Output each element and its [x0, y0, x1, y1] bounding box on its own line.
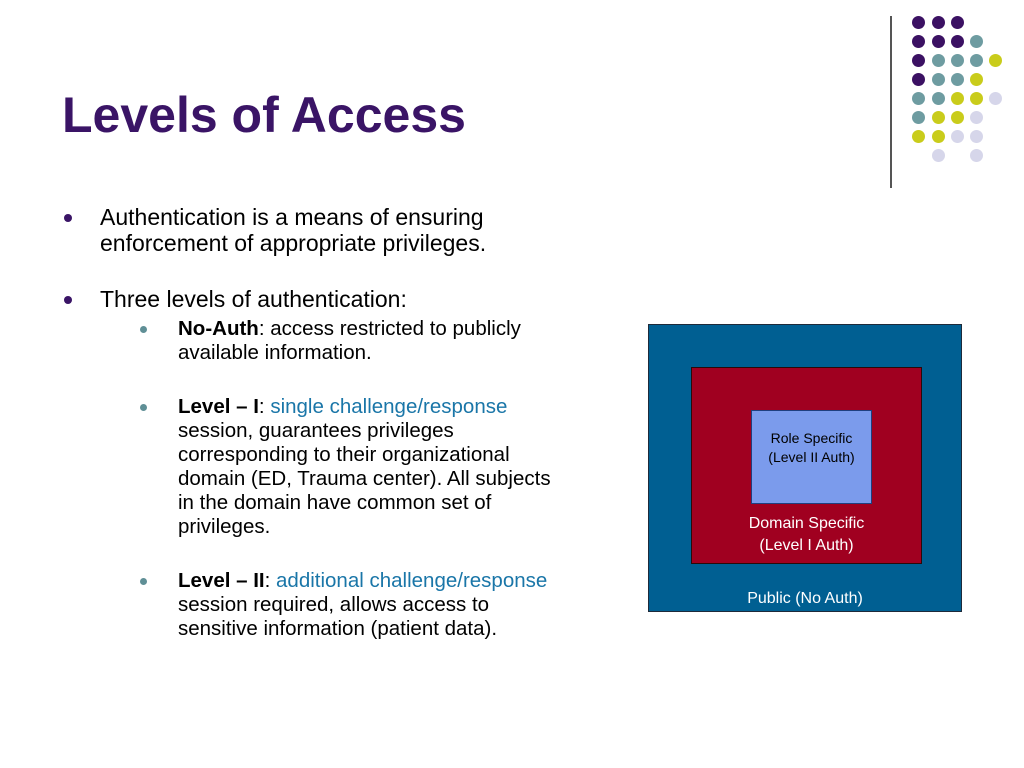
- bullet-text-line: Three levels of authentication:: [100, 286, 407, 312]
- highlighted-phrase: single challenge/response: [270, 395, 508, 418]
- decorative-dot: [912, 111, 925, 124]
- decorative-dot: [951, 54, 964, 67]
- decorative-dot: [970, 73, 983, 86]
- decorative-dot: [951, 92, 964, 105]
- sub-bullet-level-2: [100, 569, 622, 641]
- decorative-dot: [989, 92, 1002, 105]
- sub-bullet-text-line: domain (ED, Trauma center). All subjects: [178, 467, 551, 490]
- sub-bullet-text-line: session required, allows access to: [178, 593, 490, 616]
- domain-specific-label-group: [692, 513, 921, 557]
- decorative-dot: [989, 54, 1002, 67]
- sub-bullet-text-line: privileges.: [178, 515, 271, 538]
- role-specific-label: Role Specific: [770, 430, 853, 446]
- colon-separator: :: [264, 569, 277, 592]
- sub-bullet-level-1: [100, 395, 622, 539]
- sub-bullet-text-line: available information.: [178, 341, 372, 364]
- decorative-dot: [912, 130, 925, 143]
- decorative-dot: [932, 130, 945, 143]
- decorative-dot: [970, 35, 983, 48]
- decorative-dot: [951, 35, 964, 48]
- public-access-box: [648, 324, 962, 612]
- public-access-label: Public (No Auth): [747, 590, 863, 607]
- decorative-dot: [951, 111, 964, 124]
- decorative-dot: [912, 73, 925, 86]
- sub-bullet-text-line: sensitive information (patient data).: [178, 617, 498, 640]
- bullet-text-line: enforcement of appropriate privileges.: [100, 230, 487, 256]
- decorative-dot: [932, 92, 945, 105]
- decorative-dot: [970, 111, 983, 124]
- decorative-dot: [912, 92, 925, 105]
- sub-bullet-first-line: [178, 317, 622, 341]
- decorative-dot: [932, 35, 945, 48]
- sub-bullet-text-line: session, guarantees privileges: [178, 419, 454, 442]
- domain-specific-sublabel: (Level I Auth): [759, 537, 854, 554]
- sub-bullet-text-line: in the domain have common set of: [178, 491, 492, 514]
- decorative-dot: [951, 73, 964, 86]
- decorative-dot: [912, 16, 925, 29]
- level-name: Level – I: [178, 395, 259, 418]
- decorative-dot: [932, 16, 945, 29]
- decorative-dot: [970, 149, 983, 162]
- bullet-text-line: Authentication is a means of ensuring: [100, 204, 484, 230]
- decorative-dot: [970, 92, 983, 105]
- slide-title: Levels of Access: [62, 87, 466, 143]
- sub-bullet-no-auth: [100, 317, 622, 365]
- level-name: Level – II: [178, 569, 265, 592]
- role-specific-box: [751, 410, 872, 504]
- sub-bullet-first-line: [178, 569, 622, 593]
- sub-bullet-first-line: [178, 395, 622, 419]
- highlighted-phrase: additional challenge/response: [276, 569, 548, 592]
- decorative-dot: [970, 54, 983, 67]
- decorative-divider: [890, 16, 892, 188]
- decorative-dot: [912, 54, 925, 67]
- sub-bullet-text-line: corresponding to their organizational: [178, 443, 510, 466]
- slide-body: [62, 204, 622, 671]
- decorative-dot: [912, 35, 925, 48]
- colon-separator: :: [258, 395, 271, 418]
- sub-bullet-text: : access restricted to publicly: [258, 317, 521, 340]
- bullet-item: [62, 286, 622, 641]
- level-name: No-Auth: [178, 317, 259, 340]
- bullet-item: [62, 204, 622, 256]
- decorative-dot: [951, 130, 964, 143]
- role-specific-sublabel: (Level II Auth): [768, 449, 855, 465]
- decorative-dot: [932, 149, 945, 162]
- domain-specific-box: [691, 367, 922, 564]
- decorative-dot: [932, 73, 945, 86]
- decorative-dot: [951, 16, 964, 29]
- decorative-dot: [970, 130, 983, 143]
- decorative-dot: [932, 54, 945, 67]
- decorative-dot: [932, 111, 945, 124]
- sub-bullet-list: [100, 317, 622, 641]
- domain-specific-label: Domain Specific: [748, 515, 865, 532]
